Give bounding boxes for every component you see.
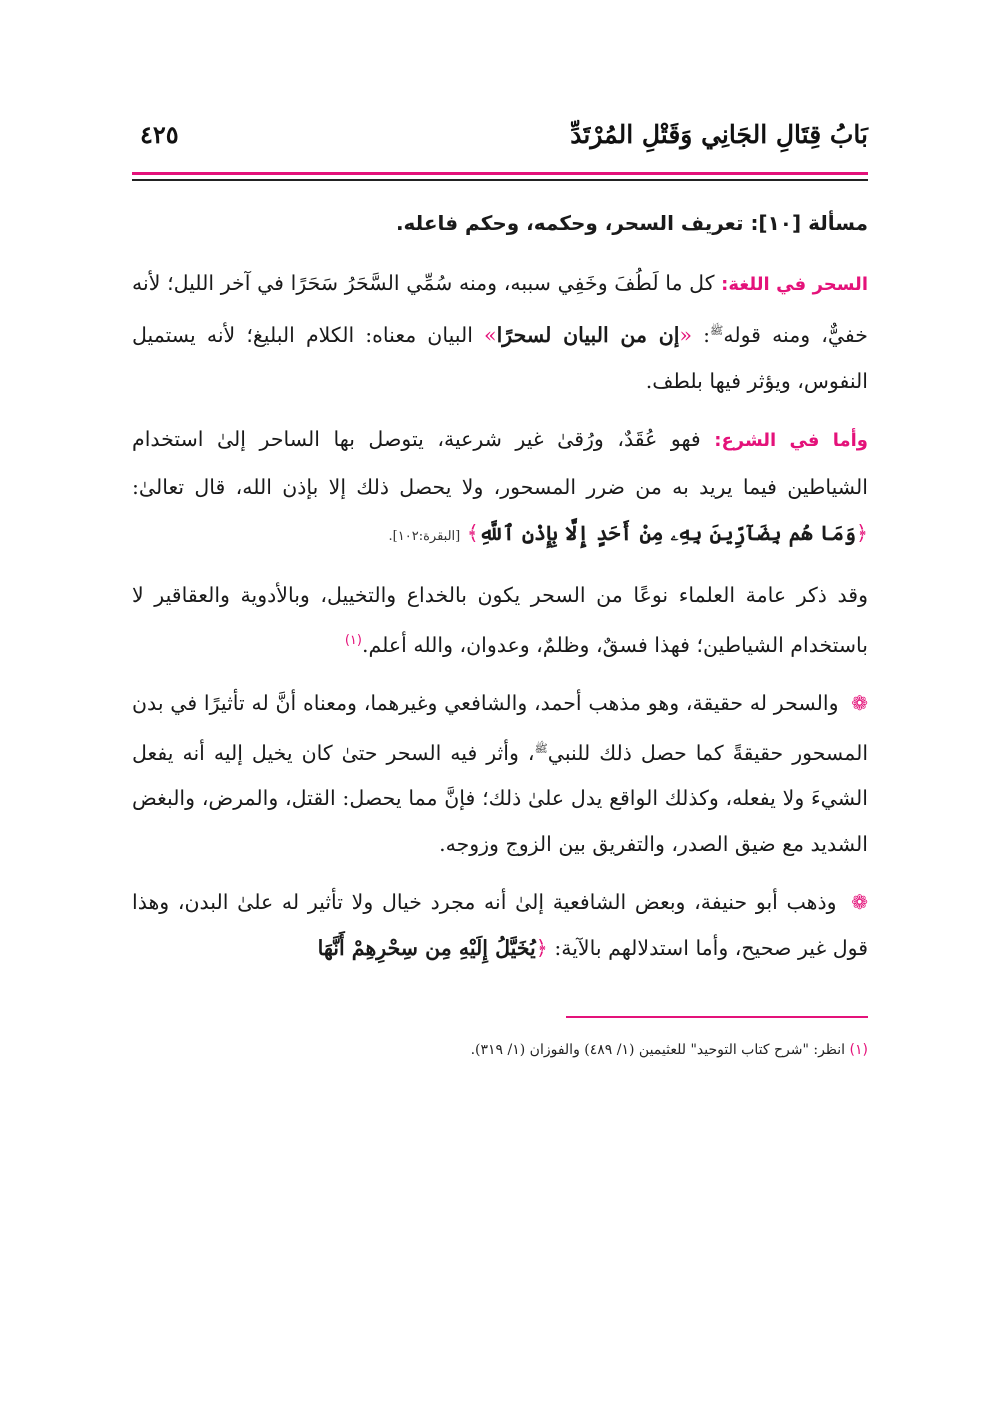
header-rule-dark [132, 179, 868, 181]
verse-text: وَمَا هُم بِضَآرِّينَ بِهِۦ مِنْ أَحَدٍ إِلَّا بِإِذْنِ ٱللَّهِ [478, 520, 856, 545]
footnote-text: انظر: "شرح كتاب التوحيد" للعثيمين (١/ ٤٨٩) والفوزان (١/ ٣١٩). [470, 1042, 846, 1058]
linguistic-text-a: كل ما لَطُفَ وخَفِي سببه، ومنه سُمِّي السَّحَرُ سَحَرًا في آخر الليل؛ لأنه خفيٌّ، ومنه قوله [132, 271, 868, 347]
reality-text-b: ، وأثر فيه السحر حتىٰ كان يخيل إليه أنه يفعل الشيءَ ولا يفعله، وكذلك الواقع يدل علىٰ ذلك؛ فإنَّ مما يحصل: القتل، والمرض، والبغض الشديد مع ضيق الصدر، والتفريق بين الزوج وزوجه. [132, 740, 868, 857]
hadith-quote-close: » [484, 322, 497, 347]
issue-label: مسألة [١٠]: [750, 211, 868, 235]
footnote-number: (١) [849, 1042, 868, 1058]
sharia-lead: وأما في الشرع: [714, 429, 868, 451]
flower-icon: ❁ [851, 690, 868, 715]
book-page [132, 112, 868, 1312]
chapter-title: بَابُ قِتَالِ الجَانِي وَقَتْلِ المُرْتَدِّ [570, 120, 868, 149]
verse-close: ﴾ [466, 520, 479, 545]
flower-icon: ❁ [851, 890, 868, 915]
footnote [132, 1038, 868, 1062]
verse-text: يُخَيَّلُ إِلَيْهِ مِن سِحْرِهِمْ أَنَّهَا [317, 936, 536, 961]
header-rule-pink [132, 172, 868, 175]
issue-heading [132, 200, 868, 246]
page-header [132, 112, 868, 168]
verse-open: ﴿ [535, 936, 548, 961]
paragraph-sharia [132, 416, 868, 560]
linguistic-text-b: : [703, 322, 711, 347]
footnote-divider [566, 1016, 868, 1018]
page-number: ٤٢٥ [140, 120, 179, 149]
footnote-marker[interactable]: (١) [344, 632, 362, 648]
body-text [132, 200, 868, 983]
paragraph-hanafi [132, 879, 868, 971]
hadith-quote: إن من البيان لسحرًا [496, 322, 680, 347]
paragraph-types [132, 572, 868, 668]
reality-text-a: والسحر له حقيقة، وهو مذهب أحمد، والشافعي وغيرهما، ومعناه أنَّ له تأثيرًا في بدن المسحور حقيقةً كما حصل ذلك للنبي [132, 690, 869, 765]
hanafi-text: وذهب أبو حنيفة، وبعض الشافعية إلىٰ أنه مجرد خيال ولا تأثير له علىٰ البدن، وهذا قول غير صحيح، وأما استدلالهم بالآية: [132, 890, 868, 961]
paragraph-reality [132, 680, 868, 868]
types-text: وقد ذكر عامة العلماء نوعًا من السحر يكون بالخداع والتخييل، وبالأدوية والعقاقير لا باستخدام الشياطين؛ فهذا فسقٌ، وظلمٌ، وعدوان، والله أعلم. [132, 582, 868, 657]
linguistic-text-c: البيان معناه: الكلام البليغ؛ لأنه يستميل النفوس، ويؤثر فيها بلطف. [132, 322, 868, 393]
hadith-quote-open: « [679, 322, 693, 347]
linguistic-lead: السحر في اللغة: [721, 274, 868, 295]
pbuh-glyph: ﷺ [710, 324, 724, 337]
verse-reference: [البقرة:١٠٢]. [388, 528, 461, 544]
issue-title: تعريف السحر، وحكمه، وحكم فاعله. [395, 211, 744, 235]
pbuh-glyph: ﷺ [534, 741, 548, 755]
paragraph-linguistic [132, 260, 868, 404]
verse-open: ﴿ [855, 520, 868, 545]
sharia-text: فهو عُقَدٌ، ورُقىٰ غير شرعية، يتوصل بها الساحر إلىٰ استخدام الشياطين فيما يريد به من ضرر المسحور، ولا يحصل ذلك إلا بإذن الله، قال تعالىٰ: [132, 426, 868, 499]
